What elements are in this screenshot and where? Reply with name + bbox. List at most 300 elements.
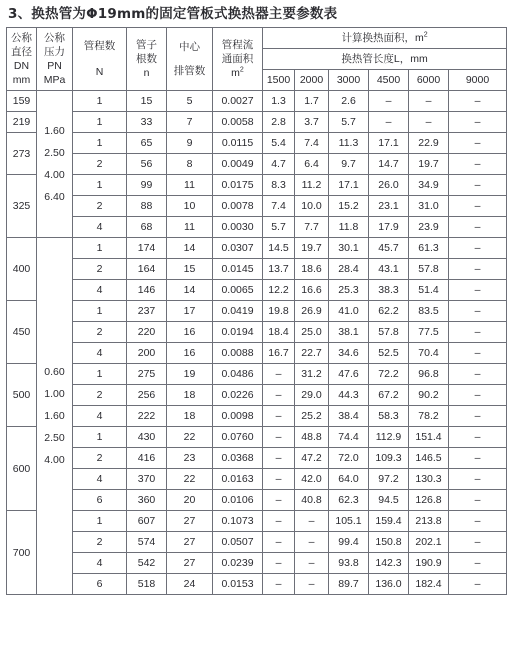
cell-tubes: 256: [127, 385, 167, 406]
cell-heat-area-4500: 52.5: [369, 343, 409, 364]
cell-passes: 4: [73, 217, 127, 238]
cell-heat-area-9000: –: [449, 490, 507, 511]
cell-tubes: 68: [127, 217, 167, 238]
cell-tubes: 518: [127, 574, 167, 595]
cell-heat-area-4500: 97.2: [369, 469, 409, 490]
cell-heat-area-1500: 13.7: [263, 259, 295, 280]
cell-tubes: 56: [127, 154, 167, 175]
cell-heat-area-6000: 51.4: [409, 280, 449, 301]
cell-heat-area-6000: 151.4: [409, 427, 449, 448]
cell-center: 14: [167, 238, 213, 259]
cell-flow-area: 0.0030: [213, 217, 263, 238]
header-dn: 公称 直径 DN mm: [7, 28, 37, 91]
cell-heat-area-1500: –: [263, 364, 295, 385]
cell-heat-area-9000: –: [449, 196, 507, 217]
cell-flow-area: 0.0078: [213, 196, 263, 217]
cell-flow-area: 0.0058: [213, 112, 263, 133]
cell-flow-area: 0.0065: [213, 280, 263, 301]
cell-heat-area-9000: –: [449, 427, 507, 448]
table-row: [7, 490, 507, 511]
cell-heat-area-3000: 38.4: [329, 406, 369, 427]
header-tube-count: 管子 根数 n: [127, 28, 167, 91]
cell-tubes: 607: [127, 511, 167, 532]
cell-heat-area-1500: –: [263, 574, 295, 595]
cell-passes: 4: [73, 406, 127, 427]
cell-heat-area-4500: 38.3: [369, 280, 409, 301]
cell-heat-area-2000: 48.8: [295, 427, 329, 448]
cell-center: 23: [167, 448, 213, 469]
cell-heat-area-2000: 29.0: [295, 385, 329, 406]
cell-heat-area-3000: 15.2: [329, 196, 369, 217]
cell-heat-area-3000: 72.0: [329, 448, 369, 469]
cell-pn: [37, 238, 73, 595]
cell-heat-area-4500: 23.1: [369, 196, 409, 217]
cell-heat-area-6000: 61.3: [409, 238, 449, 259]
table-header: [7, 28, 507, 91]
cell-center: 7: [167, 112, 213, 133]
cell-tubes: 542: [127, 553, 167, 574]
cell-heat-area-9000: –: [449, 280, 507, 301]
cell-heat-area-9000: –: [449, 553, 507, 574]
pn-value: 1.00: [44, 388, 65, 400]
parameter-table: [6, 27, 507, 595]
cell-passes: 2: [73, 322, 127, 343]
table-row: [7, 553, 507, 574]
cell-heat-area-9000: –: [449, 217, 507, 238]
cell-heat-area-2000: 1.7: [295, 91, 329, 112]
cell-tubes: 370: [127, 469, 167, 490]
cell-heat-area-9000: –: [449, 385, 507, 406]
cell-flow-area: 0.0194: [213, 322, 263, 343]
table-row: [7, 574, 507, 595]
cell-heat-area-3000: 44.3: [329, 385, 369, 406]
cell-heat-area-9000: –: [449, 259, 507, 280]
table-row: [7, 175, 507, 196]
cell-flow-area: 0.0368: [213, 448, 263, 469]
cell-tubes: 146: [127, 280, 167, 301]
cell-heat-area-4500: 112.9: [369, 427, 409, 448]
cell-heat-area-3000: 105.1: [329, 511, 369, 532]
cell-passes: 1: [73, 301, 127, 322]
cell-heat-area-3000: 41.0: [329, 301, 369, 322]
cell-heat-area-4500: 159.4: [369, 511, 409, 532]
cell-heat-area-3000: 64.0: [329, 469, 369, 490]
cell-tubes: 237: [127, 301, 167, 322]
cell-passes: 2: [73, 385, 127, 406]
cell-heat-area-2000: 47.2: [295, 448, 329, 469]
cell-heat-area-6000: 83.5: [409, 301, 449, 322]
cell-heat-area-2000: 25.2: [295, 406, 329, 427]
cell-dn: 400: [7, 238, 37, 301]
cell-heat-area-3000: 28.4: [329, 259, 369, 280]
cell-heat-area-9000: –: [449, 406, 507, 427]
cell-center: 11: [167, 217, 213, 238]
cell-flow-area: 0.0098: [213, 406, 263, 427]
cell-heat-area-3000: 62.3: [329, 490, 369, 511]
cell-heat-area-4500: 45.7: [369, 238, 409, 259]
cell-pn: [37, 91, 73, 238]
cell-passes: 4: [73, 469, 127, 490]
cell-passes: 1: [73, 238, 127, 259]
pn-value: 0.60: [44, 366, 65, 378]
cell-heat-area-9000: –: [449, 448, 507, 469]
cell-tubes: 430: [127, 427, 167, 448]
cell-heat-area-1500: 5.7: [263, 217, 295, 238]
cell-heat-area-4500: 150.8: [369, 532, 409, 553]
header-length-1500: 1500: [263, 70, 295, 91]
cell-heat-area-6000: 202.1: [409, 532, 449, 553]
cell-dn: 700: [7, 511, 37, 595]
cell-heat-area-2000: –: [295, 574, 329, 595]
table-row: [7, 427, 507, 448]
cell-heat-area-1500: –: [263, 532, 295, 553]
cell-heat-area-3000: 74.4: [329, 427, 369, 448]
cell-heat-area-6000: 77.5: [409, 322, 449, 343]
cell-center: 14: [167, 280, 213, 301]
cell-flow-area: 0.0145: [213, 259, 263, 280]
cell-heat-area-2000: –: [295, 532, 329, 553]
cell-heat-area-3000: 2.6: [329, 91, 369, 112]
cell-dn: 325: [7, 175, 37, 238]
cell-passes: 1: [73, 175, 127, 196]
cell-heat-area-3000: 38.1: [329, 322, 369, 343]
cell-heat-area-4500: –: [369, 112, 409, 133]
cell-flow-area: 0.0307: [213, 238, 263, 259]
cell-heat-area-9000: –: [449, 532, 507, 553]
header-length-2000: 2000: [295, 70, 329, 91]
cell-center: 16: [167, 322, 213, 343]
table-row: [7, 238, 507, 259]
cell-heat-area-2000: –: [295, 511, 329, 532]
cell-heat-area-1500: –: [263, 469, 295, 490]
cell-center: 17: [167, 301, 213, 322]
table-body: [7, 91, 507, 595]
cell-heat-area-1500: –: [263, 490, 295, 511]
header-center-tubes: 中心 排管数: [167, 28, 213, 91]
cell-dn: 273: [7, 133, 37, 175]
cell-heat-area-2000: 11.2: [295, 175, 329, 196]
cell-flow-area: 0.0507: [213, 532, 263, 553]
cell-heat-area-2000: 42.0: [295, 469, 329, 490]
cell-center: 10: [167, 196, 213, 217]
cell-heat-area-4500: 17.1: [369, 133, 409, 154]
cell-heat-area-1500: –: [263, 406, 295, 427]
cell-passes: 1: [73, 112, 127, 133]
cell-heat-area-4500: 17.9: [369, 217, 409, 238]
cell-center: 22: [167, 469, 213, 490]
cell-heat-area-6000: –: [409, 112, 449, 133]
cell-heat-area-1500: 2.8: [263, 112, 295, 133]
cell-heat-area-2000: 3.7: [295, 112, 329, 133]
cell-heat-area-3000: 11.8: [329, 217, 369, 238]
header-length-9000: 9000: [449, 70, 507, 91]
cell-dn: 500: [7, 364, 37, 427]
cell-center: 18: [167, 406, 213, 427]
cell-heat-area-3000: 9.7: [329, 154, 369, 175]
cell-heat-area-9000: –: [449, 322, 507, 343]
cell-heat-area-2000: 31.2: [295, 364, 329, 385]
table-row: [7, 259, 507, 280]
cell-heat-area-4500: 67.2: [369, 385, 409, 406]
cell-heat-area-9000: –: [449, 91, 507, 112]
cell-passes: 1: [73, 133, 127, 154]
cell-heat-area-3000: 93.8: [329, 553, 369, 574]
cell-heat-area-6000: 126.8: [409, 490, 449, 511]
table-row: [7, 322, 507, 343]
cell-flow-area: 0.0153: [213, 574, 263, 595]
cell-heat-area-3000: 25.3: [329, 280, 369, 301]
cell-heat-area-9000: –: [449, 301, 507, 322]
cell-flow-area: 0.0226: [213, 385, 263, 406]
cell-heat-area-1500: –: [263, 385, 295, 406]
cell-heat-area-4500: 58.3: [369, 406, 409, 427]
cell-heat-area-1500: 4.7: [263, 154, 295, 175]
cell-heat-area-3000: 5.7: [329, 112, 369, 133]
cell-heat-area-3000: 47.6: [329, 364, 369, 385]
cell-center: 8: [167, 154, 213, 175]
header-length-3000: 3000: [329, 70, 369, 91]
cell-flow-area: 0.0115: [213, 133, 263, 154]
cell-tubes: 99: [127, 175, 167, 196]
cell-tubes: 33: [127, 112, 167, 133]
cell-passes: 4: [73, 280, 127, 301]
cell-tubes: 174: [127, 238, 167, 259]
cell-heat-area-6000: 213.8: [409, 511, 449, 532]
header-pn: 公称 压力 PN MPa: [37, 28, 73, 91]
cell-heat-area-4500: 94.5: [369, 490, 409, 511]
cell-heat-area-1500: 19.8: [263, 301, 295, 322]
header-length-4500: 4500: [369, 70, 409, 91]
cell-center: 22: [167, 427, 213, 448]
cell-heat-area-1500: 8.3: [263, 175, 295, 196]
pn-value: 2.50: [44, 432, 65, 444]
cell-center: 27: [167, 511, 213, 532]
cell-heat-area-4500: 72.2: [369, 364, 409, 385]
cell-heat-area-2000: 25.0: [295, 322, 329, 343]
cell-heat-area-6000: 31.0: [409, 196, 449, 217]
cell-heat-area-9000: –: [449, 175, 507, 196]
cell-heat-area-9000: –: [449, 511, 507, 532]
cell-center: 15: [167, 259, 213, 280]
cell-heat-area-9000: –: [449, 238, 507, 259]
cell-dn: 159: [7, 91, 37, 112]
cell-tubes: 275: [127, 364, 167, 385]
cell-heat-area-4500: 62.2: [369, 301, 409, 322]
cell-flow-area: 0.0027: [213, 91, 263, 112]
header-tube-length: 换热管长度L，mm: [263, 49, 507, 70]
cell-passes: 2: [73, 196, 127, 217]
cell-heat-area-2000: 7.4: [295, 133, 329, 154]
cell-heat-area-2000: –: [295, 553, 329, 574]
cell-heat-area-2000: 26.9: [295, 301, 329, 322]
cell-heat-area-9000: –: [449, 574, 507, 595]
cell-heat-area-2000: 40.8: [295, 490, 329, 511]
cell-heat-area-6000: 190.9: [409, 553, 449, 574]
cell-heat-area-2000: 16.6: [295, 280, 329, 301]
cell-center: 20: [167, 490, 213, 511]
cell-heat-area-6000: 23.9: [409, 217, 449, 238]
cell-heat-area-4500: –: [369, 91, 409, 112]
cell-heat-area-1500: –: [263, 511, 295, 532]
cell-heat-area-6000: 78.2: [409, 406, 449, 427]
cell-passes: 1: [73, 364, 127, 385]
cell-heat-area-1500: 14.5: [263, 238, 295, 259]
cell-passes: 2: [73, 532, 127, 553]
cell-flow-area: 0.0486: [213, 364, 263, 385]
cell-center: 24: [167, 574, 213, 595]
table-row: [7, 154, 507, 175]
cell-heat-area-6000: 22.9: [409, 133, 449, 154]
cell-heat-area-1500: 16.7: [263, 343, 295, 364]
cell-heat-area-4500: 109.3: [369, 448, 409, 469]
cell-center: 18: [167, 385, 213, 406]
cell-heat-area-9000: –: [449, 112, 507, 133]
cell-flow-area: 0.0049: [213, 154, 263, 175]
cell-heat-area-2000: 7.7: [295, 217, 329, 238]
table-row: [7, 406, 507, 427]
cell-heat-area-1500: –: [263, 553, 295, 574]
cell-heat-area-4500: 26.0: [369, 175, 409, 196]
cell-center: 16: [167, 343, 213, 364]
cell-passes: 2: [73, 448, 127, 469]
cell-heat-area-3000: 17.1: [329, 175, 369, 196]
cell-tubes: 574: [127, 532, 167, 553]
pn-value: 2.50: [44, 147, 65, 159]
cell-heat-area-9000: –: [449, 364, 507, 385]
cell-heat-area-9000: –: [449, 154, 507, 175]
cell-tubes: 220: [127, 322, 167, 343]
header-tube-passes: 管程数 N: [73, 28, 127, 91]
pn-value: 1.60: [44, 125, 65, 137]
cell-heat-area-2000: 19.7: [295, 238, 329, 259]
cell-heat-area-1500: 7.4: [263, 196, 295, 217]
cell-tubes: 88: [127, 196, 167, 217]
pn-value: 6.40: [44, 191, 65, 203]
cell-heat-area-2000: 10.0: [295, 196, 329, 217]
cell-passes: 4: [73, 553, 127, 574]
cell-center: 11: [167, 175, 213, 196]
table-row: [7, 133, 507, 154]
table-row: [7, 469, 507, 490]
table-row: [7, 532, 507, 553]
cell-heat-area-4500: 43.1: [369, 259, 409, 280]
table-row: [7, 301, 507, 322]
cell-heat-area-4500: 142.3: [369, 553, 409, 574]
cell-tubes: 164: [127, 259, 167, 280]
cell-heat-area-6000: –: [409, 91, 449, 112]
cell-heat-area-2000: 6.4: [295, 154, 329, 175]
pn-value: 4.00: [44, 454, 65, 466]
page-title: 3、换热管为Φ19mm的固定管板式换热器主要参数表: [8, 6, 338, 22]
cell-tubes: 360: [127, 490, 167, 511]
cell-heat-area-9000: –: [449, 133, 507, 154]
cell-flow-area: 0.0163: [213, 469, 263, 490]
pn-value: 4.00: [44, 169, 65, 181]
cell-passes: 6: [73, 490, 127, 511]
cell-dn: 219: [7, 112, 37, 133]
cell-heat-area-1500: 5.4: [263, 133, 295, 154]
cell-heat-area-3000: 89.7: [329, 574, 369, 595]
cell-flow-area: 0.0419: [213, 301, 263, 322]
cell-passes: 6: [73, 574, 127, 595]
cell-tubes: 15: [127, 91, 167, 112]
cell-heat-area-4500: 57.8: [369, 322, 409, 343]
header-heat-exchange-area: 计算换热面积，$m^2$: [263, 28, 507, 49]
cell-heat-area-6000: 34.9: [409, 175, 449, 196]
cell-heat-area-3000: 30.1: [329, 238, 369, 259]
cell-passes: 1: [73, 427, 127, 448]
table-row: [7, 343, 507, 364]
table-row: [7, 364, 507, 385]
table-row: [7, 448, 507, 469]
cell-center: 27: [167, 532, 213, 553]
table-row: [7, 217, 507, 238]
cell-heat-area-4500: 14.7: [369, 154, 409, 175]
header-length-6000: 6000: [409, 70, 449, 91]
header-flow-area: 管程流 通面积 $m^2$: [213, 28, 263, 91]
cell-heat-area-1500: 12.2: [263, 280, 295, 301]
table-row: [7, 511, 507, 532]
cell-heat-area-9000: –: [449, 469, 507, 490]
cell-flow-area: 0.0760: [213, 427, 263, 448]
cell-passes: 1: [73, 511, 127, 532]
cell-heat-area-6000: 57.8: [409, 259, 449, 280]
cell-tubes: 200: [127, 343, 167, 364]
cell-heat-area-6000: 70.4: [409, 343, 449, 364]
cell-flow-area: 0.1073: [213, 511, 263, 532]
cell-heat-area-1500: –: [263, 427, 295, 448]
cell-passes: 2: [73, 154, 127, 175]
cell-heat-area-2000: 22.7: [295, 343, 329, 364]
cell-heat-area-1500: –: [263, 448, 295, 469]
cell-heat-area-3000: 11.3: [329, 133, 369, 154]
cell-flow-area: 0.0175: [213, 175, 263, 196]
cell-heat-area-4500: 136.0: [369, 574, 409, 595]
cell-heat-area-6000: 19.7: [409, 154, 449, 175]
cell-flow-area: 0.0088: [213, 343, 263, 364]
cell-heat-area-6000: 130.3: [409, 469, 449, 490]
cell-heat-area-9000: –: [449, 343, 507, 364]
cell-center: 19: [167, 364, 213, 385]
cell-dn: 600: [7, 427, 37, 511]
cell-tubes: 222: [127, 406, 167, 427]
pn-value: 1.60: [44, 410, 65, 422]
cell-dn: 450: [7, 301, 37, 364]
cell-heat-area-3000: 34.6: [329, 343, 369, 364]
table-row: [7, 112, 507, 133]
cell-center: 9: [167, 133, 213, 154]
cell-flow-area: 0.0106: [213, 490, 263, 511]
table-row: [7, 280, 507, 301]
cell-center: 5: [167, 91, 213, 112]
table-row: [7, 91, 507, 112]
cell-passes: 1: [73, 91, 127, 112]
cell-flow-area: 0.0239: [213, 553, 263, 574]
cell-passes: 2: [73, 259, 127, 280]
cell-passes: 4: [73, 343, 127, 364]
cell-heat-area-1500: 1.3: [263, 91, 295, 112]
cell-heat-area-6000: 96.8: [409, 364, 449, 385]
cell-heat-area-2000: 18.6: [295, 259, 329, 280]
cell-heat-area-6000: 146.5: [409, 448, 449, 469]
cell-heat-area-3000: 99.4: [329, 532, 369, 553]
table-row: [7, 196, 507, 217]
cell-tubes: 416: [127, 448, 167, 469]
cell-center: 27: [167, 553, 213, 574]
table-row: [7, 385, 507, 406]
cell-heat-area-6000: 182.4: [409, 574, 449, 595]
cell-tubes: 65: [127, 133, 167, 154]
